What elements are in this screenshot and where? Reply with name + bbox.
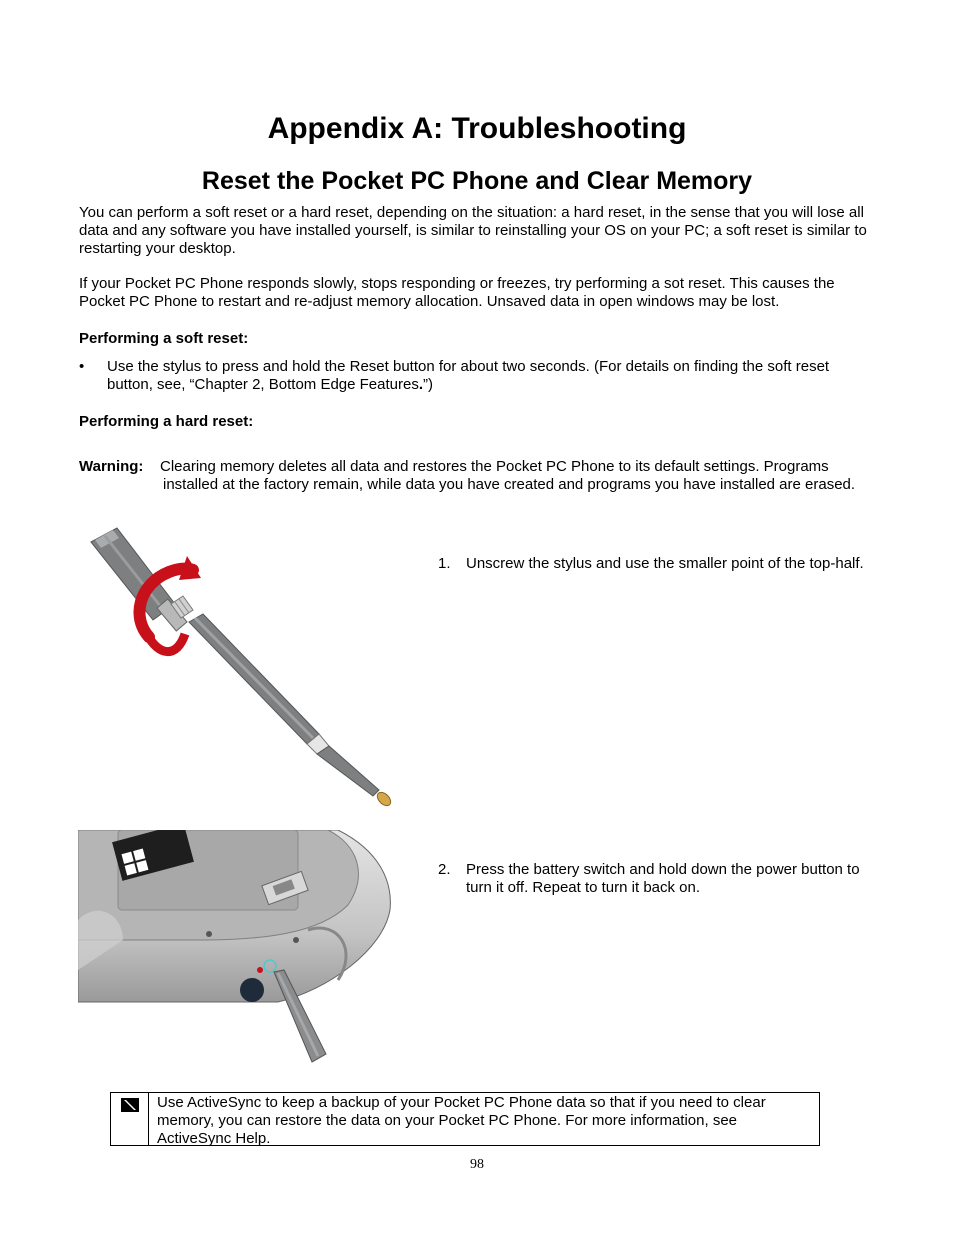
page-number: 98 [470, 1157, 484, 1172]
device-reset-illustration [78, 830, 393, 1065]
note-icon-cell [111, 1093, 149, 1145]
hard-reset-heading: Performing a hard reset: [79, 413, 254, 430]
power-button [240, 978, 264, 1002]
stylus-unscrew-illustration [79, 522, 409, 812]
warning-block [79, 458, 889, 494]
note-box [110, 1092, 820, 1146]
intro-paragraph: You can perform a soft reset or a hard reset, depending on the situation: a hard reset, in the sense that you will lose all data and any software you have installed yourself, is similar to reinstalling your OS on your PC; a soft reset is similar to restarting your desktop. [79, 204, 867, 257]
step-2 [438, 861, 888, 897]
soft-reset-paragraph: If your Pocket PC Phone responds slowly, stops responding or freezes, try performing a sot reset. This causes the Pocket PC Phone to restart and re-adjust memory allocation. Unsaved data in open windows may be lost. [79, 275, 835, 310]
page-title: Appendix A: Troubleshooting [267, 112, 687, 145]
note-pencil-icon [121, 1098, 139, 1112]
soft-reset-bullet [79, 358, 879, 394]
warning-text: Clearing memory deletes all data and restores the Pocket PC Phone to its default settings. Programs installed at the factory remain, while data you have created and programs you have installed are erased. [160, 458, 856, 493]
step-number: 2. [438, 861, 451, 878]
step-number: 1. [438, 555, 451, 572]
stylus-bottom-half [189, 614, 393, 808]
warning-label: Warning: [79, 458, 144, 475]
step-text: Press the battery switch and hold down the power button to turn it off. Repeat to turn it back on. [466, 861, 860, 896]
bullet-text: Use the stylus to press and hold the Reset button for about two seconds. (For details on finding the soft reset button, see, “Chapter 2, Bottom Edge Features.”) [107, 358, 830, 393]
step-text: Unscrew the stylus and use the smaller point of the top-half. [466, 555, 864, 572]
soft-reset-heading: Performing a soft reset: [79, 330, 249, 347]
bullet-dot: • [79, 358, 85, 375]
section-title: Reset the Pocket PC Phone and Clear Memory [201, 167, 753, 195]
step-1 [438, 555, 888, 573]
note-text: Use ActiveSync to keep a backup of your Pocket PC Phone data so that if you need to clear memory, you can restore the data on your Pocket PC Phone. For more information, see ActiveSync Help. [157, 1094, 766, 1147]
